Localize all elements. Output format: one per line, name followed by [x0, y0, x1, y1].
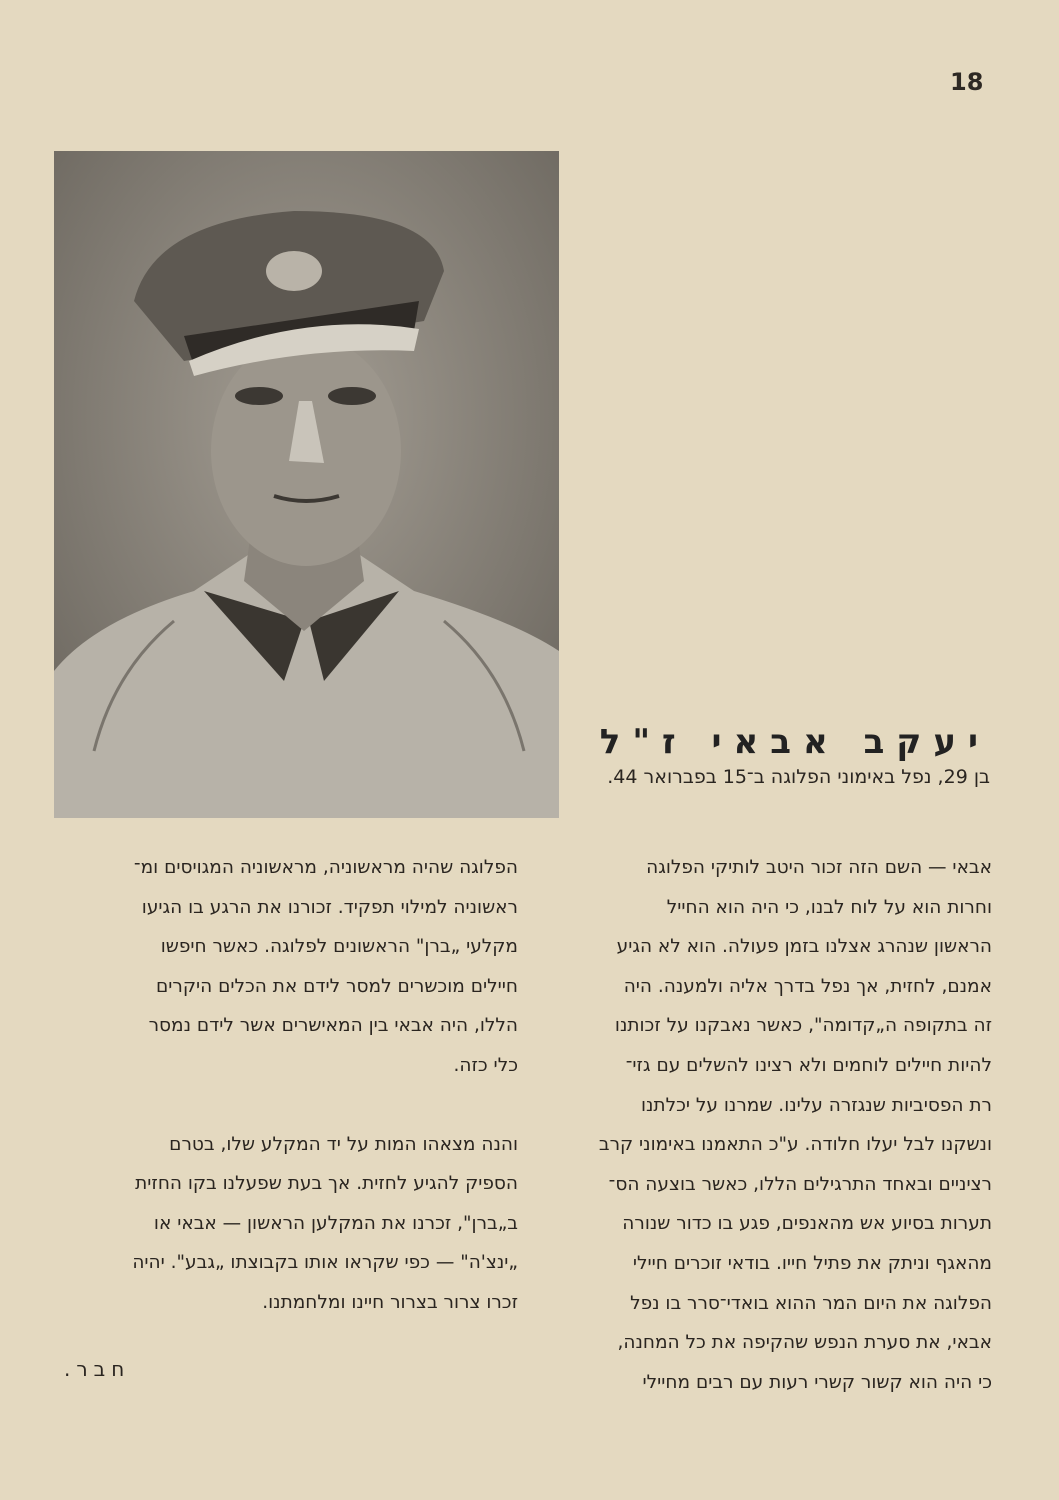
text-column-left	[62, 848, 518, 1323]
text-column-right	[518, 848, 992, 1402]
text-line: מהאגף וניתק את פתיל חייו. בודאי זוכרים חיילי	[632, 1252, 992, 1274]
text-line: רציניים ובאחד התרגילים הללו, כאשר בוצעה הס־	[608, 1173, 992, 1195]
text-line: אמנם, לחזית, אך נפל בדרך אליה ולמענה. היה	[623, 975, 992, 997]
text-line: הפלוגה את היום המר ההוא בואדי־סרר בו נפל	[630, 1292, 992, 1314]
page-number: 18	[950, 68, 984, 96]
article-subtitle: בן 29, נפל באימוני הפלוגה ב־15 בפברואר 44.	[607, 766, 990, 788]
text-line: זה בתקופה ה„קדומה", כאשר נאבקנו על זכותנו	[614, 1015, 992, 1037]
text-line: הללו, היה אבאי בין המאישרים אשר לידם נמסר	[148, 1015, 518, 1037]
article-heading	[590, 722, 990, 790]
text-line: „ינצ'ה" — כפי שקראו אותו בקבוצתו „גבע". יהיה	[132, 1252, 518, 1274]
portrait-photo	[54, 151, 559, 818]
text-line: ראשוניה למילוי תפקיד. זכורנו את הרגע בו הגיעו	[141, 896, 518, 918]
text-line: כי היה הוא קשור קשרי רעות עם רבים מחיילי	[642, 1371, 992, 1393]
paragraph-gap	[62, 1086, 518, 1125]
text-line: להיות חיילים לוחמים ולא רצינו להשלים עם גזי־	[625, 1054, 992, 1076]
author-signature: חבר.	[64, 1357, 131, 1381]
text-line: ונשקנו לבל יעלו חלודה. ע"כ התאמנו באימוני קרב	[598, 1134, 992, 1156]
article-title: יעקב אבאי ז"ל	[599, 722, 990, 762]
text-line: והנה מצאהו המות על יד המקלע שלו, בטרם	[169, 1133, 518, 1155]
text-line: וחרות הוא על לוח לבנו, כי היה הוא החייל	[666, 896, 992, 918]
text-line: הפלוגה שהיה מראשוניה, מראשוניה המגויסים ומ־	[133, 857, 518, 878]
portrait-image	[54, 151, 559, 818]
text-line: כלי כזה.	[453, 1054, 518, 1076]
text-line: רת הפסיביות שנגזרה עלינו. שמרנו על יכלתנו	[640, 1094, 992, 1116]
text-line: חיילים מוכשרים למסר לידם את הכלים היקרים	[155, 975, 518, 997]
text-line: מקלעי „ברן" הראשונים לפלוגה. כאשר חיפשו	[160, 936, 518, 958]
text-line: זכרו צרור בצרור חיינו ומלחמתנו.	[262, 1291, 518, 1313]
text-line: הספיק להגיע לחזית. אך בעת שפעלנו בקו החזית	[135, 1173, 518, 1195]
text-line: אבאי — השם הזה זכור היטב לותיקי הפלוגה	[646, 857, 992, 878]
text-line: תערות בסיוע אש מהאנפים, פגע בו כדור שנורה	[622, 1213, 992, 1235]
text-line: אבאי, את סערת הנפש שהקיפה את כל המחנה,	[617, 1332, 992, 1354]
text-line: ב„ברן", זכרנו את המקלען הראשון — אבאי או	[153, 1212, 518, 1234]
text-line: הראשון שנהרג אצלנו בזמן פעולה. הוא לא הגיע	[616, 936, 992, 958]
